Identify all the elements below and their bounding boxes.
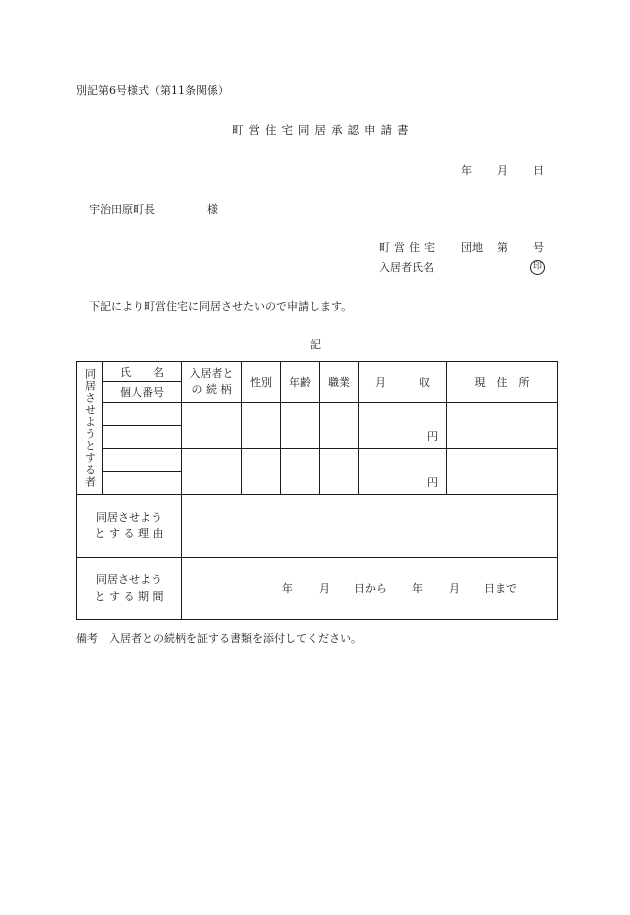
period-day-2: 日まで: [484, 582, 517, 595]
person2-sex-cell[interactable]: [242, 449, 281, 495]
period-day-1: 日から: [354, 582, 387, 595]
header-relation-line2: の 続 柄: [191, 383, 232, 396]
reason-label-line1: 同居させよう: [96, 510, 162, 524]
date-month: 月: [497, 164, 508, 177]
reason-label-line2: と す る 理 由: [94, 527, 164, 540]
person1-occupation-cell[interactable]: [320, 403, 359, 449]
person2-occupation-cell[interactable]: [320, 449, 359, 495]
date-year: 年: [461, 164, 472, 177]
housing-label: 町営住宅: [379, 241, 439, 254]
person2-relation-cell[interactable]: [182, 449, 242, 495]
person1-name-cell[interactable]: [103, 403, 182, 426]
period-month-2: 月: [449, 582, 460, 595]
ki-mark: 記: [310, 338, 321, 351]
addressee-honorific: 様: [207, 203, 218, 216]
danchi-label: 団地: [461, 241, 483, 254]
header-name: 氏 名: [103, 362, 182, 382]
header-address: 現 住 所: [447, 362, 558, 403]
person1-address-cell[interactable]: [447, 403, 558, 449]
header-my-number: 個人番号: [103, 382, 182, 403]
yen-unit: 円: [427, 430, 438, 443]
period-input-cell[interactable]: [182, 558, 558, 620]
form-reference: 別記第6号様式（第11条関係）: [76, 84, 229, 97]
person2-address-cell[interactable]: [447, 449, 558, 495]
period-label-line2: と す る 期 間: [94, 589, 164, 603]
period-year-1: 年: [282, 582, 293, 595]
header-relation-line1: 入居者と: [189, 366, 234, 380]
period-month-1: 月: [319, 582, 330, 595]
person1-income-cell[interactable]: [359, 403, 447, 449]
person1-number-cell[interactable]: [103, 426, 182, 449]
application-table: [76, 361, 558, 620]
yen-unit: 円: [427, 476, 438, 489]
date-day: 日: [533, 164, 544, 177]
statement: 下記により町営住宅に同居させたいので申請します。: [89, 300, 353, 313]
dai-label: 第: [497, 241, 508, 254]
cohabitant-header: 同居させようとする者: [83, 368, 97, 488]
person1-age-cell[interactable]: [281, 403, 320, 449]
header-relation: [182, 362, 242, 403]
resident-name-label: 入居者氏名: [379, 261, 434, 274]
remarks-note: 備考 入居者との続柄を証する書類を添付してください。: [76, 632, 362, 645]
go-label: 号: [533, 241, 544, 254]
person2-age-cell[interactable]: [281, 449, 320, 495]
seal-icon: 印: [530, 260, 545, 275]
header-age: 年齢: [281, 362, 320, 403]
document-title: 町営住宅同居承認申請書: [232, 123, 414, 137]
seal-mark: [530, 260, 545, 275]
reason-label: [77, 495, 182, 558]
addressee-name: 宇治田原町長: [89, 203, 155, 216]
reason-input-cell[interactable]: [182, 495, 558, 558]
person2-number-cell[interactable]: [103, 472, 182, 495]
header-sex: 性別: [242, 362, 281, 403]
period-label: [77, 558, 182, 620]
person1-sex-cell[interactable]: [242, 403, 281, 449]
cohabitant-header-cell: [77, 362, 103, 495]
period-label-line1: 同居させよう: [96, 573, 162, 586]
header-occupation: 職業: [320, 362, 359, 403]
person1-relation-cell[interactable]: [182, 403, 242, 449]
header-income: 月 収: [359, 362, 447, 403]
person2-income-cell[interactable]: [359, 449, 447, 495]
period-year-2: 年: [412, 582, 423, 595]
person2-name-cell[interactable]: [103, 449, 182, 472]
